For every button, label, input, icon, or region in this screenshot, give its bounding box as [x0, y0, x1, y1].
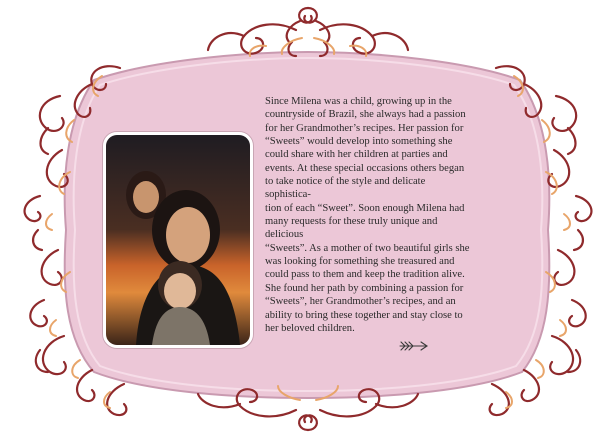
story-text: Since Milena was a child, growing up in the countryside of Brazil, she always had a passion for her Grandmother’s recipes. Her passion for “Sweets” would develop into something she could share with her children at parties and events. At these special occasions others began to take notice of the style and delicate sophistica- tion of each “Sweet”. Soon enough Milena had many requests for these truly unique and delicious “Sweets”. As a mother of two beautiful girls she was looking for something she treasured and could pass to them and keep the tradition alive. She found her path by combining a passion for “Sweets”, her Grandmother’s recipes, and an ability to bring these together and stay close to her beloved children.	[265, 96, 470, 334]
feathered-arrow-icon[interactable]	[399, 339, 429, 353]
family-photo	[103, 132, 253, 348]
top-ornament	[208, 8, 408, 56]
